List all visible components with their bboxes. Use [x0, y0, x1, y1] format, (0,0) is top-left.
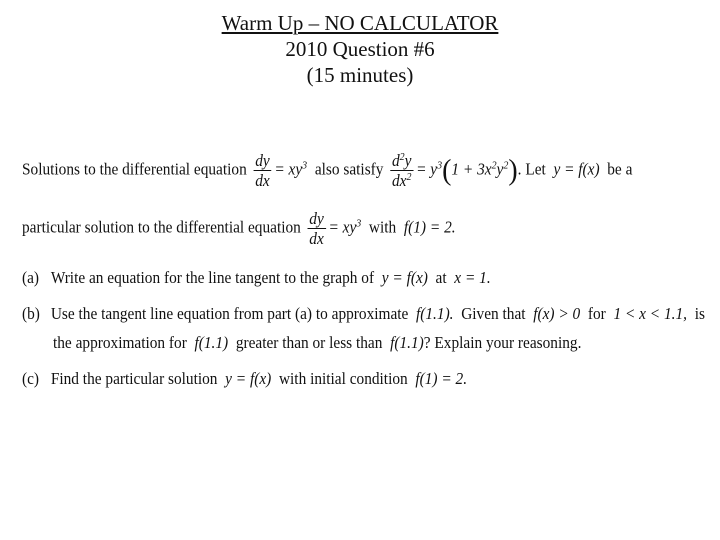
- intro-line-2: particular solution to the differential equation $\frac{dy}{dx}$ = $xy^3$ with f(1) = 2.: [22, 209, 456, 249]
- part-b-line-2: the approximation for f(1.1) greater than or less than f(1.1)? Explain your reasoning.: [53, 333, 582, 352]
- dy-dx-fraction-2: $\frac{dy}{dx}$: [309, 209, 324, 249]
- second-derivative-fraction: $\frac{d^2y}{dx^2}$: [391, 151, 412, 191]
- dy-dx-fraction: $\frac{dy}{dx}$: [255, 151, 270, 191]
- part-a: (a) Write an equation for the line tangent to the graph of y = f(x) at x = 1.: [22, 268, 491, 287]
- title-line-1: Warm Up – NO CALCULATOR: [221, 11, 499, 35]
- part-c-label: (c): [22, 369, 40, 388]
- part-a-label: (a): [22, 268, 40, 287]
- title-block: [0, 10, 720, 88]
- part-b-line-1: (b) Use the tangent line equation from part (a) to approximate f(1.1). Given that f(x) > 0 for 1 < x < 1.1, is: [22, 304, 705, 323]
- title-line-2: 2010 Question #6: [285, 37, 435, 61]
- part-c: (c) Find the particular solution y = f(x) with initial condition f(1) = 2.: [22, 369, 468, 388]
- part-b-label: (b): [22, 304, 40, 323]
- intro-line-1: Solutions to the differential equation $\frac{dy}{dx}$ = $xy^3$ also satisfy $\frac{d^2y}{dx^2}$ = $y^3(1 + 3x^2y^2)$. Let y = f(x) be a: [22, 151, 633, 191]
- title-line-3: (15 minutes): [306, 63, 414, 87]
